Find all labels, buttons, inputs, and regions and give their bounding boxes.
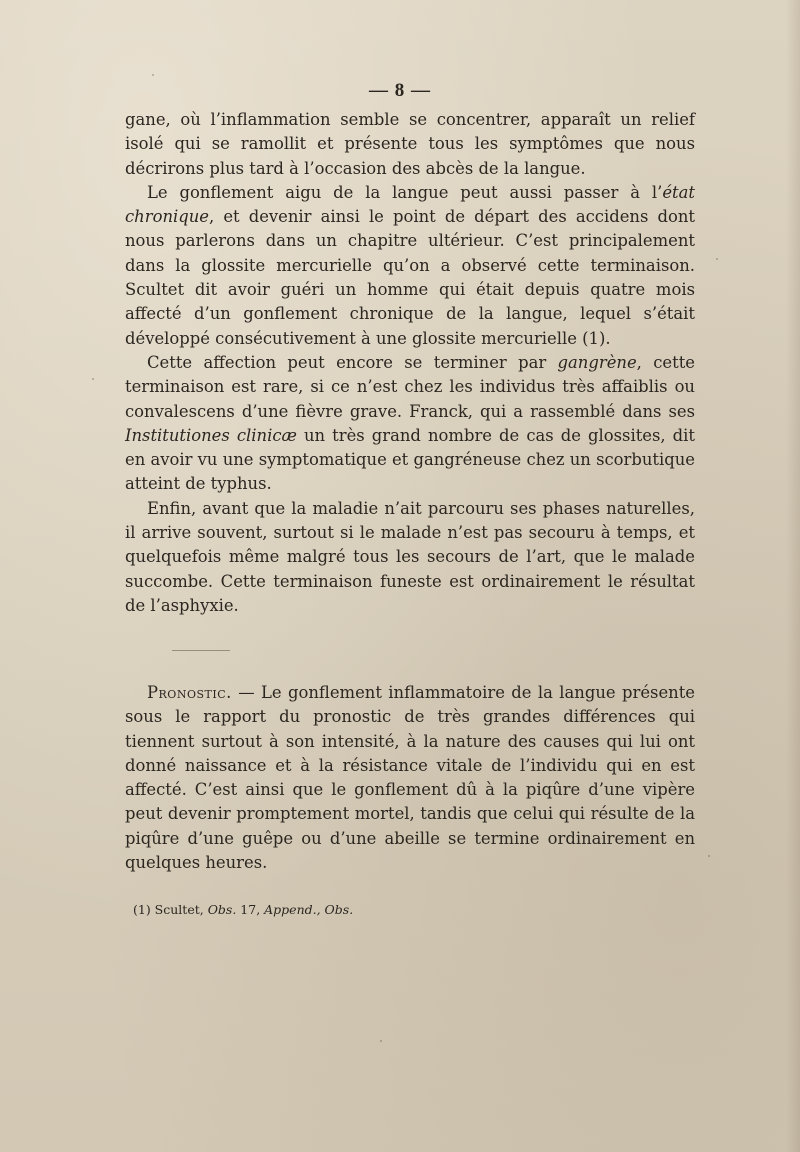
page-number: — 8 — xyxy=(369,80,431,101)
text-run: , et devenir ainsi le point de départ des accidens dont nous parlerons dans un chapitre ultérieur. C’est principalement dans la glossite mercurielle qu’on a observé cette terminaison. Scultet dit avoir guéri un homme qui était depuis quatre mois affecté d’un gonflement chronique de la langue, lequel s’était développé consécutivement à une glossite mercurielle (1). xyxy=(125,207,695,348)
section-text: — Le gonflement inflammatoire de la langue présente sous le rapport du pronostic de très grandes différences qui tiennent surtout à son intensité, à la nature des causes qui lui ont donné naissance et à la résistance vitale de l’individu qui en est affecté. C’est ainsi que le gonflement dû à la piqûre d’une vipère peut devenir promptement mortel, tandis que celui qui résulte de la piqûre d’une guêpe ou d’une abeille se termine ordinairement en quelques heures. xyxy=(125,683,695,873)
paragraph-4 xyxy=(125,497,695,618)
italic-text: Append., Obs. xyxy=(264,902,354,917)
italic-text: Obs. xyxy=(207,902,237,917)
ink-smudge-rule xyxy=(172,650,230,651)
text-run: 17, xyxy=(236,902,265,917)
paper-speck xyxy=(708,855,710,857)
pronostic-paragraph xyxy=(125,681,695,875)
paper-speck xyxy=(92,378,94,380)
pronostic-section xyxy=(125,681,695,875)
italic-text: Institutiones clinicæ xyxy=(125,425,297,445)
paper-speck xyxy=(152,74,154,76)
body-text xyxy=(125,108,695,618)
paper-speck xyxy=(716,258,718,260)
page-edge-shadow xyxy=(786,0,800,1152)
text-run: Le gonflement aigu de la langue peut aussi passer à l’ xyxy=(147,182,663,202)
text-run: Enfin, avant que la maladie n’ait parcouru ses phases naturelles, il arrive souvent, surtout si le malade n’est pas secouru à temps, et quelquefois même malgré tous les secours de l’art, que le malade succombe. Cette terminaison funeste est ordinairement le résultat de l’asphyxie. xyxy=(125,498,695,615)
section-heading: Pronostic. xyxy=(147,683,232,702)
italic-text: gangrène xyxy=(557,352,637,372)
text-run: gane, où l’inflammation semble se concentrer, apparaît un relief isolé qui se ramollit et présente tous les symptômes que nous décrirons plus tard à l’occasion des abcès de la langue. xyxy=(125,110,695,178)
italic-text: état chronique xyxy=(125,182,695,227)
paragraph-2 xyxy=(125,181,695,351)
text-run: Cette affection peut encore se terminer par xyxy=(147,352,558,372)
text-run: (1) Scultet, xyxy=(133,902,208,917)
paper-speck xyxy=(380,1040,382,1042)
paragraph-3 xyxy=(125,351,695,497)
paragraph-1 xyxy=(125,108,695,181)
text-run: un très grand nombre de cas de glossites, dit en avoir vu une symptomatique et gangréneuse chez un scorbutique atteint de typhus. xyxy=(125,425,695,494)
footnote xyxy=(133,902,353,917)
text-run: , cette terminaison est rare, si ce n’est chez les individus très affaiblis ou convalescens d’une fièvre grave. Franck, qui a rassemblé dans ses xyxy=(125,352,695,421)
